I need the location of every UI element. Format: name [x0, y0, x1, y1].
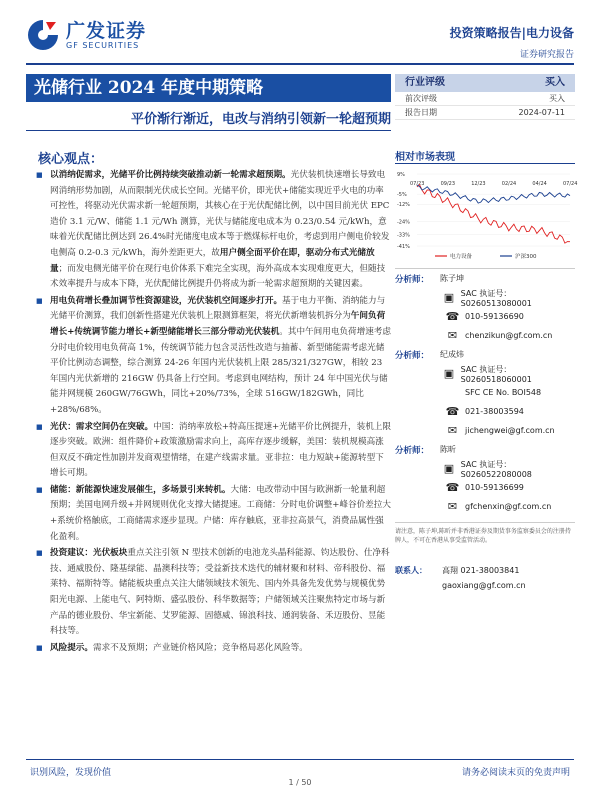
x-tick-label: 02/24	[501, 180, 517, 187]
x-tick-label: 07/24	[563, 180, 578, 187]
analyst-email[interactable]: gfchenxin@gf.com.cn	[465, 502, 552, 511]
certificate-icon: ▣	[443, 367, 455, 380]
rating-head-value: 买入	[545, 77, 565, 88]
email-icon: ✉	[447, 424, 458, 437]
rating-row-value: 2024-07-11	[518, 108, 565, 117]
analyst-name: 纪成炜	[440, 350, 464, 359]
analyst-cert: SAC 执证号：S0260513080001	[460, 288, 532, 308]
analyst-label: 分析师：	[395, 350, 430, 361]
legend-label: 沪深300	[515, 254, 537, 260]
y-tick-label: -33%	[397, 232, 410, 239]
analyst-name: 陈子坤	[440, 274, 464, 283]
page-header	[0, 0, 600, 65]
analyst-name: 陈昕	[440, 445, 456, 454]
report-type: 投资策略报告|电力设备	[449, 26, 574, 40]
phone-icon: ☎	[445, 310, 460, 323]
y-tick-label: 9%	[397, 172, 405, 178]
footer-divider	[26, 759, 574, 760]
core-heading: 核心观点：	[38, 152, 104, 167]
market-chart	[395, 168, 578, 264]
x-tick-label: 09/23	[440, 180, 456, 187]
certificate-icon: ▣	[443, 291, 455, 304]
report-subtype: 证券研究报告	[519, 50, 574, 60]
analyst-disclaimer: 请注意，陈子坤,陈昕并非香港证券及期货事务监察委员会的注册持牌人，不可在香港从事受监管活动。	[395, 522, 575, 545]
certificate-icon: ▣	[443, 462, 455, 475]
subtitle-divider	[26, 130, 391, 131]
x-tick-label: 12/23	[471, 180, 486, 187]
rating-row	[395, 106, 575, 120]
y-tick-label: -41%	[397, 244, 410, 250]
rating-row-value: 买入	[549, 94, 565, 103]
x-tick-label: 04/24	[532, 180, 547, 187]
rating-table	[395, 74, 575, 120]
market-heading: 相对市场表现	[395, 152, 455, 163]
rating-head-label: 行业评级	[405, 77, 445, 88]
logo-mark-icon	[26, 18, 60, 52]
header-divider	[26, 63, 574, 65]
analyst-cert: SAC 执证号：S0260518060001	[460, 364, 532, 384]
logo-en-text: GF SECURITIES	[66, 40, 140, 50]
footer-slogan: 识别风险，发现价值	[30, 768, 112, 778]
analyst-email[interactable]: jichengwei@gf.com.cn	[465, 426, 555, 435]
analyst-phone: 010-59136690	[465, 312, 524, 321]
paragraph-pv: ■ 光伏：需求空间仍在突破。中国：消纳率放松+特高压提速+光储平价比例提升，装机上限逐步突破。欧洲：组件降价+政策激励需求向上，高库存逐步缓解，美国：装机规模高涨但双反不确定性加剧并发商观望情绪，在建产线需求量。亚非拉：电力短缺+能源转型下增长可期。	[36, 420, 391, 482]
analyst-phone: 021-38003594	[465, 407, 524, 416]
contact-email[interactable]: gaoxiang@gf.com.cn	[442, 581, 526, 590]
report-subtitle: 平价渐行渐近，电改与消纳引领新一轮超预期	[130, 112, 391, 127]
analyst-label: 分析师：	[395, 445, 430, 456]
y-tick-label: -5%	[397, 192, 407, 199]
paragraph-risk: ■ 风险提示。需求不及预期；产业链价格风险；竞争格局恶化风险等。	[36, 641, 391, 657]
paragraph-capacity: ■ 用电负荷增长叠加调节性资源建设，光伏装机空间逐步打开。基于电力平衡、消纳能力与光储平价测算，我们创新性搭建光伏装机上限测算框架，将光伏新增装机拆分为午间负荷增长+传统调节能力增长+新型储能增长三部分带动光伏装机。其中午间用电负荷增速考虑分时电价较用电负荷高 1%，传统调节能力包含灵活性改造与抽蓄、新型储能需考虑光储平价比例动态调整，综合测算 24-26 年国内光伏装机上限 285/321/327GW，相较 23 年国内光伏新增的 216GW 仍具备上行空间。考虑到电网结构，预计 24 年中国光伏与储能并网规模 260GW/76GWh，同比+20%/73%，全球 516GW/182GWh，同比+28%/68%。	[36, 294, 391, 419]
analyst-email[interactable]: chenzikun@gf.com.cn	[465, 331, 553, 340]
analyst-cert: SAC 执证号：S0260522080008	[460, 459, 532, 479]
legend-label: 电力设备	[450, 254, 473, 260]
rating-head	[395, 74, 575, 92]
analyst-panel	[395, 268, 575, 593]
paragraph-demand: ■ 以消纳促需求，光储平价比例持续突破推动新一轮需求超预期。光伏装机快速增长导致电网消纳形势加剧，从而限制光伏成长空间。光储平价，即光伏+储能实现近乎火电的功率可控性，将驱动光伏需求新一轮超预期，其核心在于光伏配储比例，以中国目前光伏 EPC 造价 3.1 元/W、储能 1.1 元/Wh 测算，光伏与储能度电成本为 0.23/0.54 元/kWh，意味着光伏配储比例达到 26.4%时光储度电成本等于燃煤标杆电价，考虑到用户侧电价较发电侧高 0.2-0.3 元/kWh，海外差距更大，故用户侧全面平价在即，驱动分布式光储放量；而发电侧光储平价在现行电价体系下难完全实现，海外高成本实现难度更大，但随技术效率提升与成本下降，光伏配储比例提升仍将成为新一轮需求超预期的关键因素。	[36, 168, 391, 293]
email-icon: ✉	[447, 329, 458, 342]
market-divider	[395, 163, 575, 164]
y-tick-label: -12%	[397, 202, 410, 209]
contact-name: 高翔 021-38003841	[442, 566, 520, 575]
page-number: 1 / 50	[288, 778, 312, 787]
y-tick-label: -24%	[397, 219, 410, 226]
logo-cn-text: 广发证券	[66, 19, 147, 42]
analyst-cert2: SFC CE No. BOI548	[465, 388, 542, 397]
report-title: 光储行业 2024 年度中期策略	[26, 74, 391, 102]
phone-icon: ☎	[445, 481, 460, 494]
analyst-phone: 010-59136699	[465, 483, 524, 492]
rating-row-label: 报告日期	[405, 108, 437, 117]
core-body	[36, 168, 391, 657]
footer-disclaimer: 请务必阅读末页的免责声明	[461, 768, 570, 778]
analyst-label: 分析师：	[395, 274, 430, 285]
contact-label: 联系人：	[395, 566, 427, 575]
paragraph-investment: ■ 投资建议：光伏板块重点关注引领 N 型技术创新的电池龙头晶科能源、钧达股份、仕净科技、通威股份、隆基绿能、晶澳科技等；受益新技术迭代的辅材聚和材料、帝科股份、福莱特、福斯特等。储能板块重点关注大储领域技术领先、国内外具备先发优势与规模优势阳光电源、上能电气、阿特斯、盛弘股份、科华数据等；户储领域关注聚焦特定市场与新产品的德业股份、华宝新能、艾罗能源、固德威、锦浪科技、通润装备、禾迈股份、昱能科技等。	[36, 546, 391, 640]
email-icon: ✉	[447, 500, 458, 513]
phone-icon: ☎	[445, 405, 460, 418]
paragraph-storage: ■ 储能：新能源快速发展催生，多场景引来转机。大储：电改带动中国与欧洲新一轮量利超预期；美国电网升级+并网规则优化支撑大储提速。工商储：分时电价调整+峰谷价差拉大+系统价格触底，工商储需求逐步显现。户储：库存触底，亚非拉高景气，消费品属性强化盈利。	[36, 483, 391, 545]
company-logo	[26, 18, 146, 52]
rating-row	[395, 92, 575, 106]
rating-row-label: 前次评级	[405, 94, 437, 103]
x-tick-label: 07/23	[410, 180, 425, 187]
